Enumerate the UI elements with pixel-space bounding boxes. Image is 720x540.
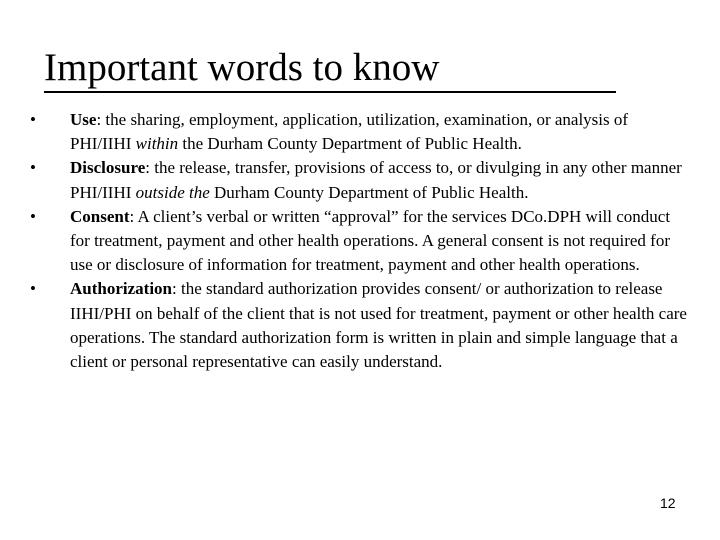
definition-emphasis: within [135,134,179,154]
definition-item-disclosure [24,156,689,204]
definition-text: : A client’s verbal or written “approval” for the services DCo.DPH will conduct for treatment, payment and other health operations. A general consent is not required for use or disclosure of information for treatment, payment and other health operations. [70,206,671,275]
definition-term: Use [70,110,97,129]
definition-item-authorization [24,277,689,374]
definition-item-consent [24,205,689,278]
definition-term: Authorization [70,279,172,299]
bullet-marker: • [30,279,36,299]
definition-text-continued: the Durham County Department of Public Health. [178,134,522,154]
bullet-marker: • [30,158,36,178]
bullet-marker: • [30,110,36,129]
definition-list [24,108,689,374]
bullet-marker: • [30,206,36,226]
definition-text: : the sharing, employment, application, utilization, examination, or analysis of PHI/IIHI [70,110,629,154]
definition-term: Disclosure [70,158,146,178]
page-number: 12 [660,495,676,511]
definition-emphasis: outside the [135,182,210,202]
slide-title: Important words to know [44,46,616,93]
definition-text: : the release, transfer, provisions of access to, or divulging in any other manner PHI/IIHI [70,158,682,202]
definition-text: : the standard authorization provides consent/ or authorization to release IIHI/PHI on behalf of the client that is not used for treatment, payment or other health care operations. The standard authorization form is written in plain and simple language that a client or personal representative can easily understand. [70,279,687,372]
definition-term: Consent [70,206,130,226]
definition-text-continued: Durham County Department of Public Health. [209,182,529,202]
definition-item-use [24,108,689,156]
